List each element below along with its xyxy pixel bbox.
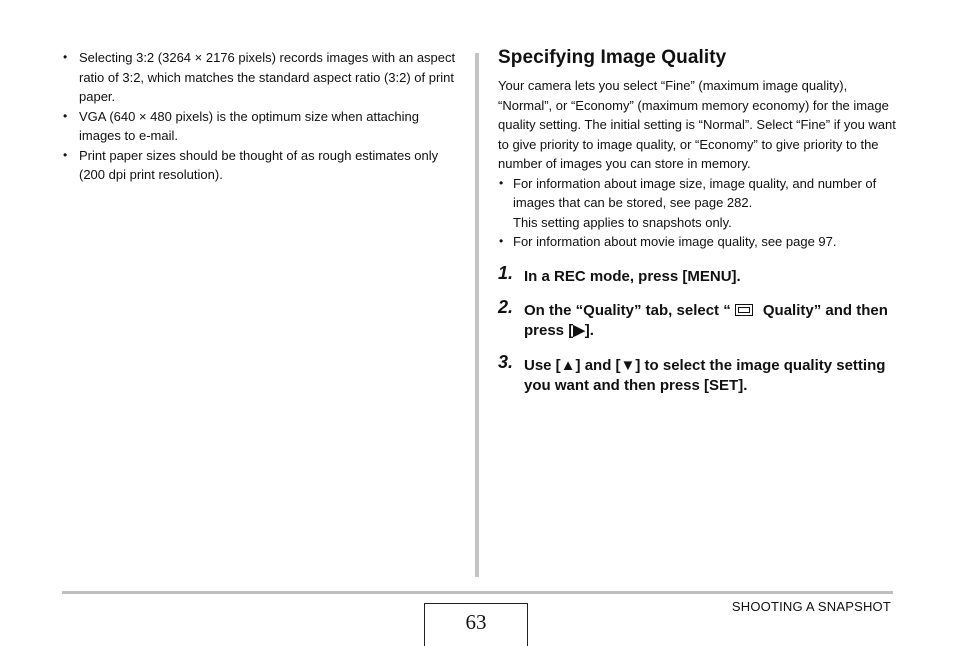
snapshot-quality-icon <box>735 304 753 316</box>
list-item <box>498 232 898 252</box>
bullet-text: For information about movie image quality, see page 97. <box>513 234 837 249</box>
step-text-before: On the “Quality” tab, select “ <box>524 301 731 319</box>
step-text-after: Quality” and then press [▶]. <box>524 301 888 339</box>
list-item: • Selecting 3:2 (3264 × 2176 pixels) records images with an aspect ratio of 3:2, which matches the standard aspect ratio (3:2) of print paper. <box>62 48 457 107</box>
list-item: • Print paper sizes should be thought of as rough estimates only (200 dpi print resolution). <box>62 146 457 185</box>
step-number: 1. <box>498 262 514 283</box>
section-heading: Specifying Image Quality <box>498 47 727 68</box>
column-divider <box>475 53 479 577</box>
step-text: In a REC mode, press [MENU]. <box>524 267 741 285</box>
step-number: 2. <box>498 296 514 317</box>
list-item: • VGA (640 × 480 pixels) is the optimum size when attaching images to e-mail. <box>62 107 457 146</box>
step-3 <box>498 351 898 396</box>
bullet-text: For information about image size, image quality, and number of images that can be stored, see page 282. <box>513 175 877 210</box>
bullet-note: This setting applies to snapshots only. <box>513 214 732 230</box>
footer-rule <box>62 591 893 594</box>
page-number: 63 <box>424 603 528 646</box>
step-number: 3. <box>498 351 514 372</box>
right-bullet-list <box>498 174 898 252</box>
step-2 <box>498 296 898 341</box>
right-column <box>498 47 898 396</box>
step-1 <box>498 262 898 287</box>
intro-paragraph: Your camera lets you select “Fine” (maximum image quality), “Normal”, or “Economy” (maximum memory economy) for the image quality setting. The initial setting is “Normal”. Select “Fine” if you want to give priority to image quality, or “Economy” to give priority to the number of images you can store in memory. <box>498 78 896 171</box>
section-title: SHOOTING A SNAPSHOT <box>731 599 891 614</box>
list-item <box>498 174 898 233</box>
step-text: Use [▲] and [▼] to select the image quality setting you want and then press [SET]. <box>524 356 886 394</box>
left-column <box>62 48 457 185</box>
left-bullet-list <box>62 48 457 185</box>
